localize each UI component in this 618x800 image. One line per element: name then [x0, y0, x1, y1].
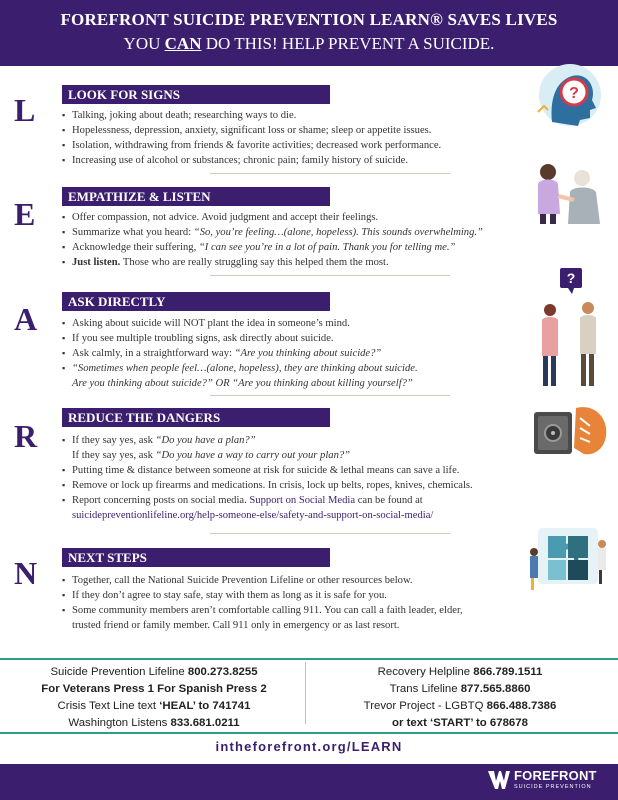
list-item: ▪ Asking about suicide will NOT plant the idea in someone’s mind.	[62, 316, 418, 331]
footer-rule-bottom	[0, 732, 618, 734]
list-item: ▪ If they don’t agree to stay safe, stay with them as long as it is safe for you.	[62, 588, 463, 603]
list-item: ▪ Offer compassion, not advice. Avoid judgment and accept their feelings.	[62, 210, 483, 225]
list-item: ▪ Remove or lock up firearms and medications. In crisis, lock up belts, ropes, knives, chemicals.	[62, 478, 473, 493]
list-item: ▪ Just listen. Those who are really struggling say this helped them the most.	[62, 255, 483, 270]
list-item: ▪ Ask calmly, in a straightforward way: “Are you thinking about suicide?”	[62, 346, 418, 361]
list-item: ▪ Hopelessness, depression, anxiety, significant loss or shame; sleep or appetite issues.	[62, 123, 441, 138]
safe-and-hand-icon	[532, 404, 608, 462]
list-item: ▪ Talking, joking about death; researching ways to die.	[62, 108, 441, 123]
list-item: ▪ Summarize what you heard: “So, you’re feeling…(alone, hopeless). This sounds overwhelming.”	[62, 225, 483, 240]
section-divider	[210, 395, 450, 396]
section-heading-empathize: EMPATHIZE & LISTEN	[62, 187, 330, 206]
puzzle-people-icon	[526, 522, 608, 594]
letter-l: L	[14, 92, 36, 128]
caregiver-icon	[526, 162, 608, 226]
section-list-ask	[62, 316, 418, 391]
list-item: Are you thinking about suicide?” OR “Are you thinking about killing yourself?”	[72, 378, 413, 389]
list-item: ▪ Isolation, withdrawing from friends & favorite activities; decreased work performance.	[62, 138, 441, 153]
footer-resources-right	[312, 664, 608, 732]
list-item: If they say yes, ask “Do you have a way to carry out your plan?”	[72, 450, 351, 461]
resource-line: Trevor Project - LGBTQ 866.488.7386	[363, 700, 557, 712]
list-item: ▪ Report concerning posts on social media. Support on Social Media can be found at	[62, 493, 473, 508]
resource-line: or text ‘START’ to 678678	[392, 717, 528, 729]
section-list-reduce	[62, 433, 473, 523]
footer-url-link[interactable]: intheforefront.org/LEARN	[215, 739, 403, 754]
footer-rule-top	[0, 658, 618, 660]
logo-subtext: SUICIDE PREVENTION	[514, 784, 592, 790]
forefront-w-logo	[488, 769, 510, 791]
support-social-media-link[interactable]: Support on Social Media	[249, 495, 356, 506]
list-item: ▪ If they say yes, ask “Do you have a plan?”	[62, 433, 473, 448]
svg-text:?: ?	[569, 85, 579, 102]
section-heading-ask: ASK DIRECTLY	[62, 292, 330, 311]
footer-resources-left	[10, 664, 298, 732]
head-question-icon	[530, 62, 606, 128]
resource-line: Recovery Helpline 866.789.1511	[377, 666, 543, 678]
list-item: ▪ Putting time & distance between someone at risk for suicide & lethal means can save a life.	[62, 463, 473, 478]
letter-e: E	[14, 196, 36, 232]
section-list-empathize	[62, 210, 483, 270]
list-item: ▪ “Sometimes when people feel…(alone, hopeless), they are thinking about suicide.	[62, 361, 418, 376]
section-list-look	[62, 108, 441, 168]
list-item[interactable]: suicidepreventionlifeline.org/help-someone-else/safety-and-support-on-social-media/	[72, 510, 434, 521]
resource-line: Washington Listens 833.681.0211	[68, 717, 240, 729]
conversation-question-icon	[536, 266, 606, 396]
letter-n: N	[14, 555, 38, 591]
list-item: trusted friend or family member. Call 911 only in emergency or as last resort.	[72, 620, 400, 631]
section-list-next	[62, 573, 463, 633]
resource-line: For Veterans Press 1 For Spanish Press 2	[41, 683, 267, 695]
section-heading-reduce: REDUCE THE DANGERS	[62, 408, 330, 427]
logo-text: FOREFRONT	[514, 768, 597, 783]
list-item: ▪ If you see multiple troubling signs, ask directly about suicide.	[62, 331, 418, 346]
list-item: ▪ Increasing use of alcohol or substances; chronic pain; family history of suicide.	[62, 153, 441, 168]
section-heading-next: NEXT STEPS	[62, 548, 330, 567]
list-item: ▪ Together, call the National Suicide Prevention Lifeline or other resources below.	[62, 573, 463, 588]
page-subtitle: YOU CAN DO THIS! HELP PREVENT A SUICIDE.	[123, 34, 495, 53]
letter-a: A	[14, 301, 38, 337]
page-header	[0, 0, 618, 66]
page-title: FOREFRONT SUICIDE PREVENTION LEARN® SAVES LIVES	[60, 10, 558, 29]
list-item: ▪ Acknowledge their suffering, “I can see you’re in a lot of pain. Thank you for telling me.”	[62, 240, 483, 255]
resource-line: Trans Lifeline 877.565.8860	[389, 683, 531, 695]
section-divider	[210, 533, 450, 534]
resource-line: Crisis Text Line text ‘HEAL’ to 741741	[57, 700, 251, 712]
letter-r: R	[14, 418, 38, 454]
list-item: ▪ Some community members aren’t comfortable calling 911. You can call a faith leader, elder,	[62, 603, 463, 618]
footer-separator	[305, 662, 306, 724]
section-divider	[210, 275, 450, 276]
resource-line: Suicide Prevention Lifeline 800.273.8255	[50, 666, 258, 678]
svg-text:?: ?	[566, 270, 576, 286]
section-heading-look: LOOK FOR SIGNS	[62, 85, 330, 104]
section-divider	[210, 173, 450, 174]
